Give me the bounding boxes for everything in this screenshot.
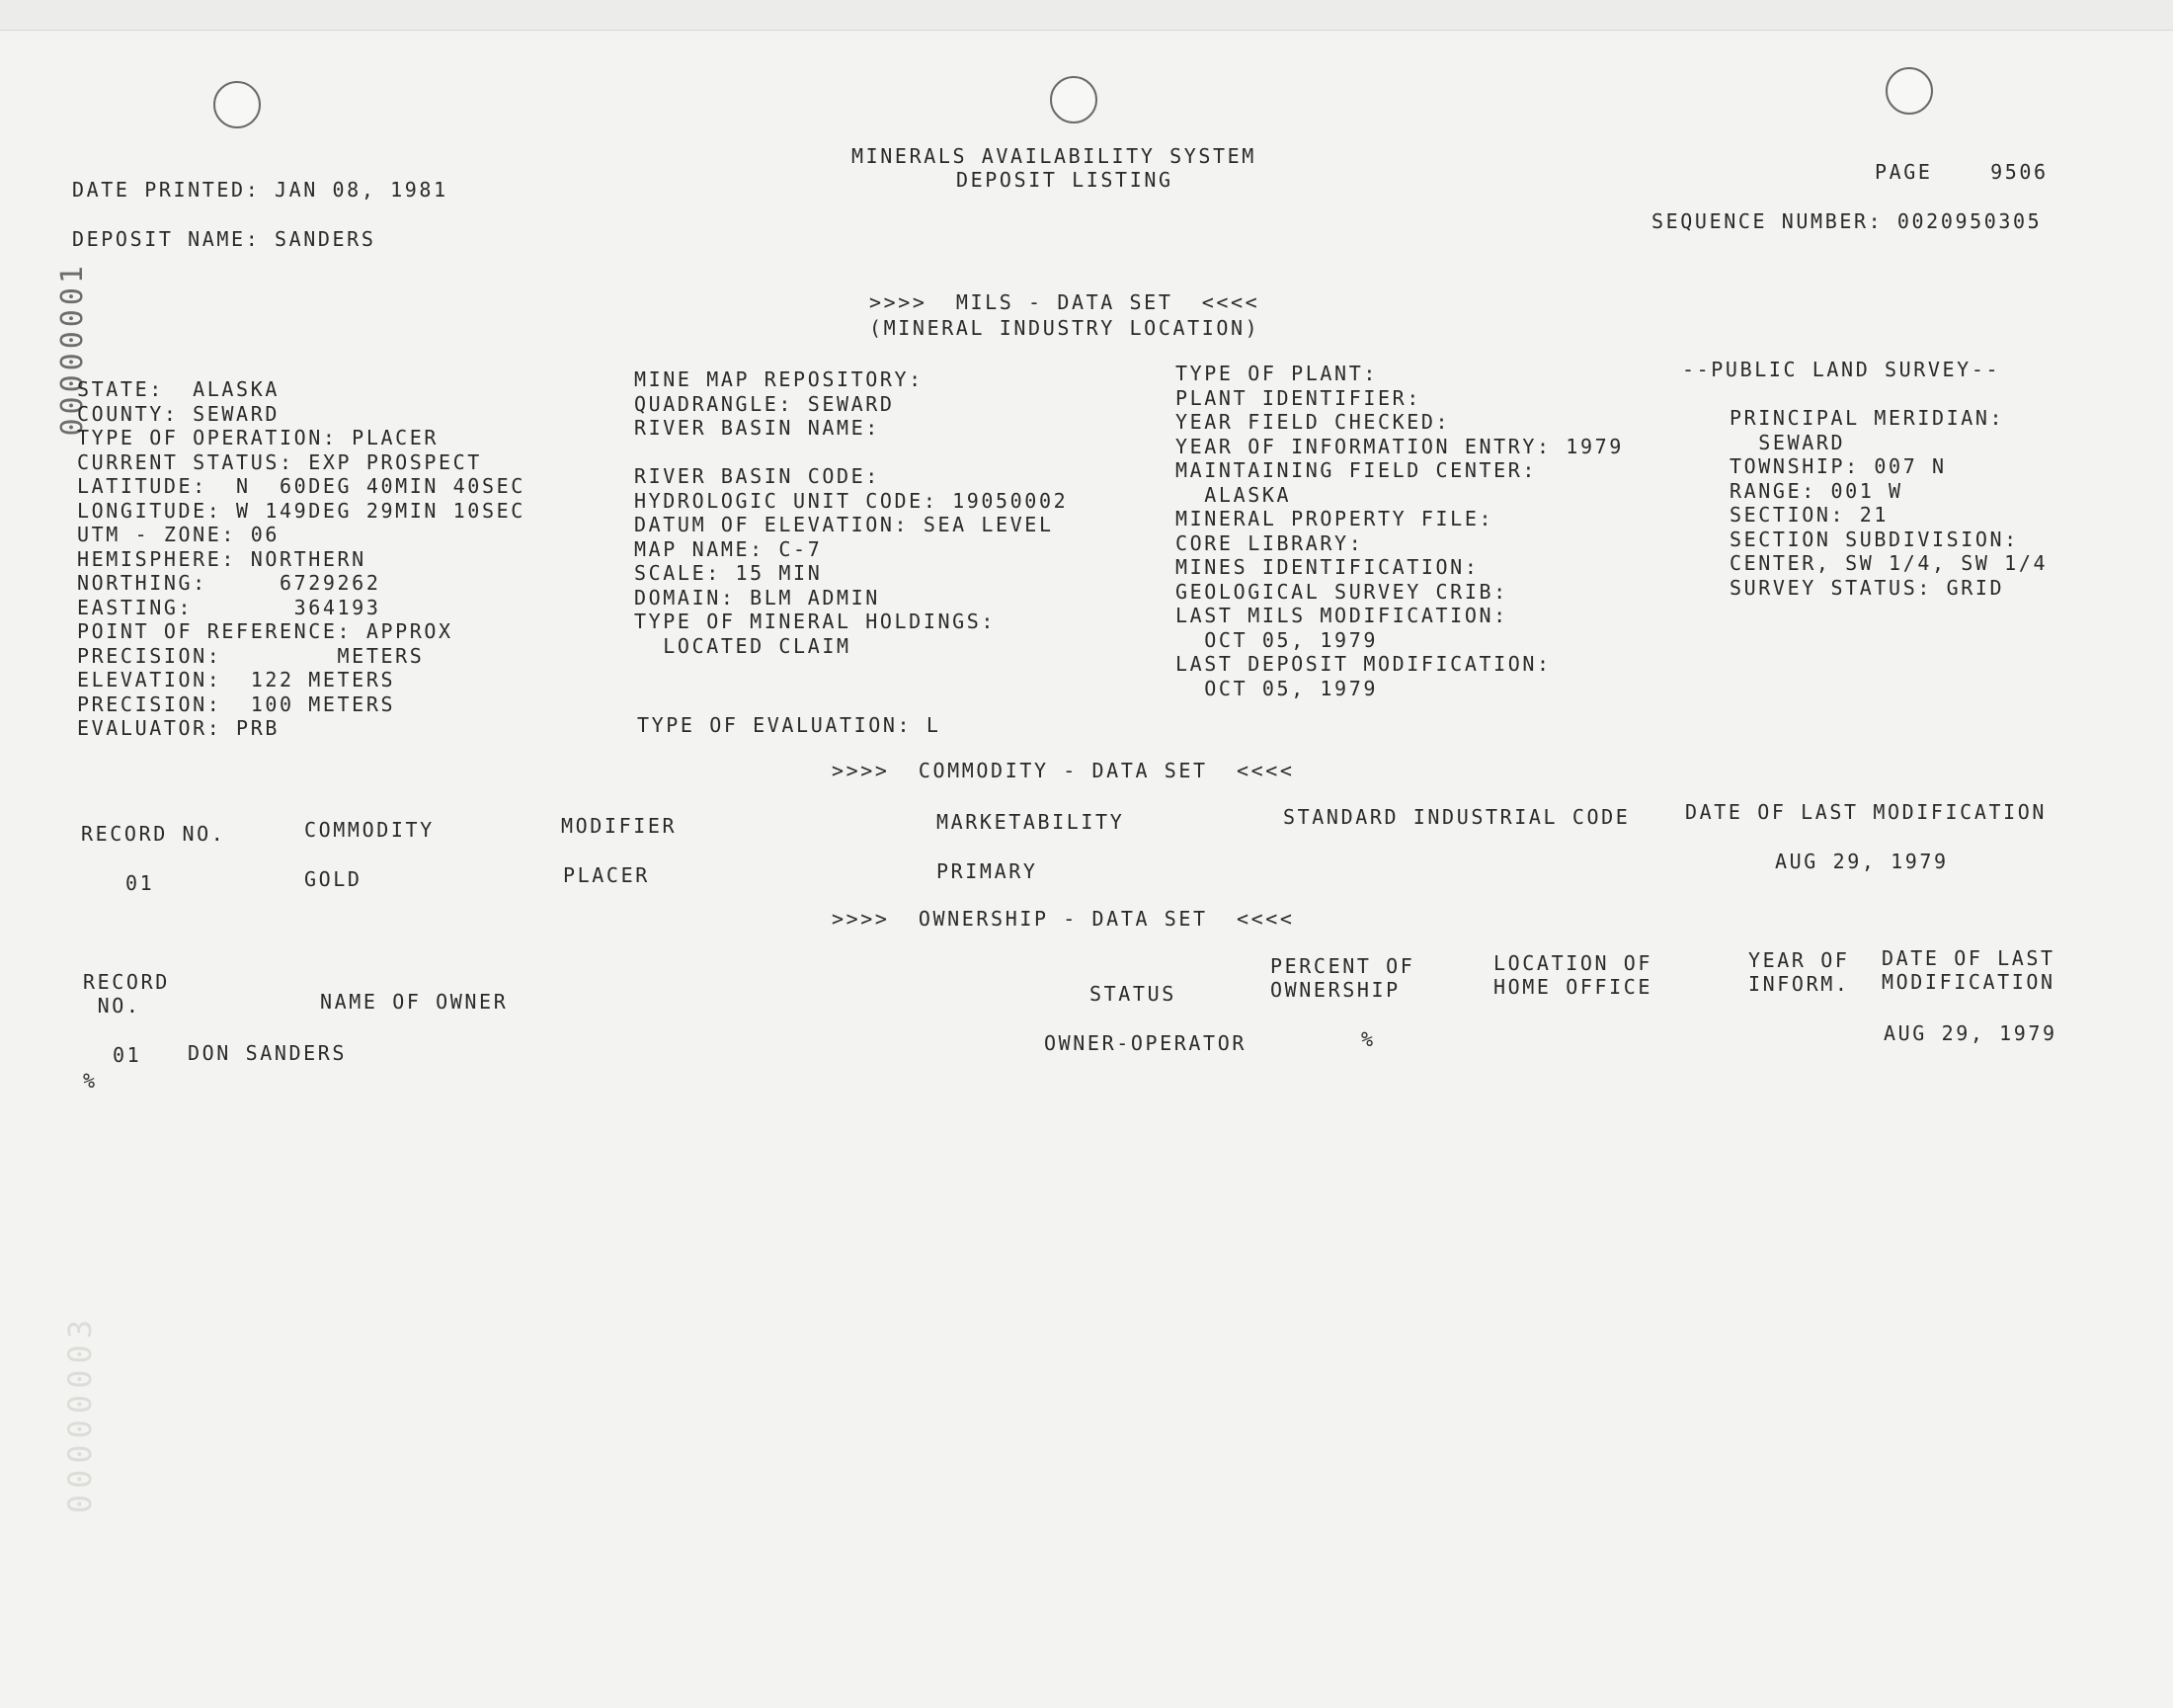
system-title: MINERALS AVAILABILITY SYSTEM (851, 144, 1256, 168)
mils-field: HYDROLOGIC UNIT CODE: 19050002 (634, 488, 1069, 513)
mils-field: SEWARD (1730, 430, 1846, 454)
mils-field: MAP NAME: C-7 (634, 536, 823, 561)
mils-field: RIVER BASIN NAME: (634, 416, 880, 440)
column-header-marketability: MARKETABILITY (936, 810, 1125, 834)
mils-field: CURRENT STATUS: EXP PROSPECT (77, 449, 482, 474)
column-header-owner-name: NAME OF OWNER (320, 990, 509, 1014)
mils-field: TYPE OF OPERATION: PLACER (77, 426, 440, 449)
mils-field: NORTHING: 6729262 (77, 571, 381, 595)
mils-field: LOCATED CLAIM (634, 633, 851, 658)
last-modification-cell: AUG 29, 1979 (1775, 850, 1949, 873)
commodity-cell: GOLD (304, 867, 362, 891)
mils-field: STATE: ALASKA (77, 377, 280, 401)
mils-field: RIVER BASIN CODE: (634, 464, 880, 488)
mils-field: QUADRANGLE: SEWARD (634, 391, 895, 416)
mils-field: CORE LIBRARY: (1175, 530, 1364, 555)
mils-field: TYPE OF MINERAL HOLDINGS: (634, 610, 997, 633)
column-header-sic: STANDARD INDUSTRIAL CODE (1283, 805, 1631, 829)
mils-field: PLANT IDENTIFIER: (1175, 385, 1421, 410)
mils-field: MAINTAINING FIELD CENTER: (1175, 458, 1538, 482)
mils-field: SCALE: 15 MIN (634, 561, 823, 585)
mils-field: LAST DEPOSIT MODIFICATION: (1175, 652, 1552, 676)
mils-field: LONGITUDE: W 149DEG 29MIN 10SEC (77, 498, 525, 523)
mils-field: CENTER, SW 1/4, SW 1/4 (1730, 551, 2049, 575)
column-header-location-2: HOME OFFICE (1493, 975, 1653, 999)
mils-field: RANGE: 001 W (1730, 478, 1903, 503)
marketability-cell: PRIMARY (936, 859, 1038, 883)
mils-field: POINT OF REFERENCE: APPROX (77, 619, 453, 643)
mils-field: EASTING: 364193 (77, 595, 381, 619)
column-header-record-no: NO. (83, 994, 141, 1017)
mils-field: MINES IDENTIFICATION: (1175, 555, 1480, 579)
column-header-year-2: INFORM. (1748, 972, 1850, 996)
mils-field: YEAR FIELD CHECKED: (1175, 410, 1451, 434)
mils-subheading: (MINERAL INDUSTRY LOCATION) (869, 316, 1260, 340)
column-header-percent: PERCENT OF (1270, 954, 1415, 978)
deposit-name: DEPOSIT NAME: SANDERS (72, 227, 376, 251)
mils-field: ALASKA (1175, 482, 1292, 507)
mils-field: ELEVATION: 122 METERS (77, 668, 396, 691)
mils-field: PRECISION: 100 METERS (77, 691, 396, 716)
date-printed: DATE PRINTED: JAN 08, 1981 (72, 178, 448, 202)
record-no-cell: 01 (125, 871, 155, 895)
mils-field: PRINCIPAL MERIDIAN: (1730, 406, 2005, 430)
mils-field: DATUM OF ELEVATION: SEA LEVEL (634, 513, 1054, 536)
mils-field: SURVEY STATUS: GRID (1730, 575, 2005, 600)
margin-code-faint: 00000003 (61, 1314, 99, 1514)
binder-hole-right (1886, 67, 1933, 115)
type-of-evaluation: TYPE OF EVALUATION: L (637, 713, 941, 737)
mils-field: SECTION SUBDIVISION: (1730, 527, 2019, 551)
listing-title: DEPOSIT LISTING (956, 168, 1173, 192)
column-header-status: STATUS (1089, 982, 1176, 1006)
mils-field: GEOLOGICAL SURVEY CRIB: (1175, 579, 1508, 604)
mils-field: DOMAIN: BLM ADMIN (634, 585, 880, 610)
mils-field: EVALUATOR: PRB (77, 716, 280, 740)
commodity-heading: >>>> COMMODITY - DATA SET <<<< (832, 759, 1295, 782)
column-header-location: LOCATION OF (1493, 951, 1653, 975)
column-header-modifier: MODIFIER (561, 814, 678, 838)
mils-field: SECTION: 21 (1730, 503, 1890, 527)
mils-field: UTM - ZONE: 06 (77, 523, 280, 546)
percent-cell: % (1361, 1027, 1376, 1051)
mils-field: HEMISPHERE: NORTHERN (77, 546, 366, 571)
public-land-survey-heading: --PUBLIC LAND SURVEY-- (1682, 358, 2001, 381)
mils-field: MINE MAP REPOSITORY: (634, 367, 924, 391)
mils-field: PRECISION: METERS (77, 643, 425, 668)
ownership-heading: >>>> OWNERSHIP - DATA SET <<<< (832, 907, 1295, 931)
page-number: PAGE 9506 (1875, 160, 2049, 184)
column-header-percent-2: OWNERSHIP (1270, 978, 1401, 1002)
record-no-cell: 01 (113, 1043, 142, 1067)
column-header-year: YEAR OF (1748, 948, 1850, 972)
mils-field: OCT 05, 1979 (1175, 676, 1378, 700)
mils-field: OCT 05, 1979 (1175, 627, 1378, 652)
column-header-commodity: COMMODITY (304, 818, 435, 842)
mils-field: TOWNSHIP: 007 N (1730, 454, 1947, 478)
column-header-date: DATE OF LAST (1882, 946, 2055, 970)
mils-field: MINERAL PROPERTY FILE: (1175, 507, 1494, 530)
footnote-mark: % (83, 1069, 98, 1093)
column-header-date-2: MODIFICATION (1882, 970, 2055, 994)
sequence-number: SEQUENCE NUMBER: 0020950305 (1651, 209, 2043, 233)
mils-heading: >>>> MILS - DATA SET <<<< (869, 290, 1260, 314)
mils-field: LATITUDE: N 60DEG 40MIN 40SEC (77, 474, 525, 498)
column-header-record-no: RECORD NO. (81, 822, 226, 846)
binder-hole-center (1050, 76, 1097, 123)
binder-hole-left (213, 81, 261, 128)
mils-field: LAST MILS MODIFICATION: (1175, 604, 1508, 627)
mils-field: TYPE OF PLANT: (1175, 362, 1378, 385)
status-cell: OWNER-OPERATOR (1044, 1031, 1247, 1055)
mils-field: YEAR OF INFORMATION ENTRY: 1979 (1175, 434, 1624, 458)
mils-field: COUNTY: SEWARD (77, 401, 280, 426)
column-header-last-modification: DATE OF LAST MODIFICATION (1685, 800, 2048, 824)
owner-name-cell: DON SANDERS (188, 1041, 348, 1065)
margin-code: 00000001 (55, 262, 90, 437)
modifier-cell: PLACER (563, 863, 650, 887)
column-header-record: RECORD (83, 970, 170, 994)
last-modification-cell: AUG 29, 1979 (1884, 1021, 2057, 1045)
